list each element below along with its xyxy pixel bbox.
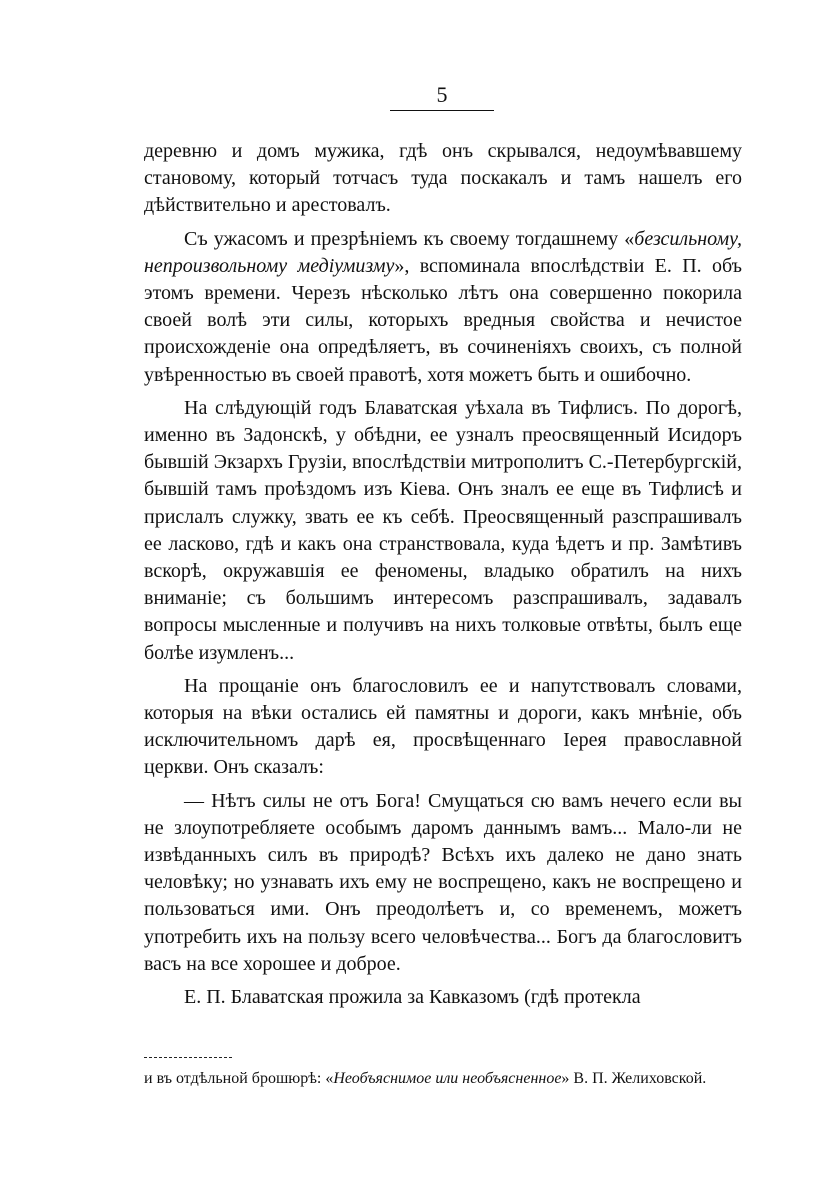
footnote-rule bbox=[144, 1057, 232, 1058]
footnote-text-b: » В. П. Желиховской. bbox=[561, 1070, 707, 1087]
paragraph-4: На прощаніе онъ благословилъ ее и напутствовалъ словами, которыя на вѣки остались ей памятны и дороги, какъ мнѣніе, объ исключительномъ дарѣ ея, просвѣщеннаго Іерея православной церкви. Онъ сказалъ: bbox=[144, 674, 742, 779]
header-rule bbox=[390, 110, 494, 111]
paragraph-2 bbox=[144, 226, 742, 389]
body-text bbox=[144, 138, 742, 1017]
footnote-title: Необъяснимое или необъясненное bbox=[333, 1070, 562, 1087]
paragraph-6: Е. П. Блаватская прожила за Кавказомъ (гдѣ протекла bbox=[184, 986, 641, 1009]
paragraph-1: деревню и домъ мужика, гдѣ онъ скрывался, недоумѣвавшему становому, который тотчасъ туда поскакалъ и тамъ нашелъ его дѣйствительно и арестовалъ. bbox=[144, 140, 742, 217]
footnote-text-a: и въ отдѣльной брошюрѣ: « bbox=[144, 1070, 334, 1087]
page-number: 5 bbox=[436, 82, 448, 107]
footnote bbox=[144, 1068, 742, 1090]
paragraph-2-text-a: Съ ужасомъ и презрѣніемъ къ своему тогдашнему « bbox=[184, 227, 635, 250]
paragraph-2-quote: безсильному, непроизвольному медіумизму bbox=[144, 227, 742, 277]
paragraph-2-text-b: », вспоминала впослѣдствіи Е. П. объ этомъ времени. Черезъ нѣсколько лѣтъ она совершенно покорила своей волѣ эти силы, которыхъ вредныя свойства и нечистое происхожденіе она опредѣляетъ, въ сочиненіяхъ своихъ, съ полной увѣренностью въ своей правотѣ, хотя можетъ быть и ошибочно. bbox=[144, 254, 742, 386]
paragraph-3: На слѣдующій годъ Блаватская уѣхала въ Тифлисъ. По дорогѣ, именно въ Задонскѣ, у обѣдни, ее узналъ преосвященный Исидоръ бывшій Экзархъ Грузіи, впослѣдствіи митрополитъ С.-Петербургскій, бывшій тамъ проѣздомъ изъ Кіева. Онъ зналъ ее еще въ Тифлисѣ и прислалъ служку, звать ее къ себѣ. Преосвященный разспрашивалъ ее ласково, гдѣ и какъ она странствовала, куда ѣдетъ и пр. Замѣтивъ вскорѣ, окружавшія ее феномены, владыко обратилъ на нихъ вниманіе; съ большимъ интересомъ разспрашивалъ, задавалъ вопросы мысленные и получивъ на нихъ толковые отвѣты, былъ еще болѣе изумленъ... bbox=[144, 396, 742, 664]
paragraph-5: — Нѣтъ силы не отъ Бога! Смущаться сю вамъ нечего если вы не злоупотребляете особымъ даромъ даннымъ вамъ... Мало-ли не извѣданныхъ силъ въ природѣ? Всѣхъ ихъ далеко не дано знать человѣку; но узнавать ихъ ему не воспрещено, какъ не воспрещено и пользоваться ими. Онъ преодолѣетъ и, со временемъ, можетъ употребить ихъ на пользу всего человѣчества... Богъ да благословитъ васъ на все хорошее и доброе. bbox=[144, 789, 742, 975]
